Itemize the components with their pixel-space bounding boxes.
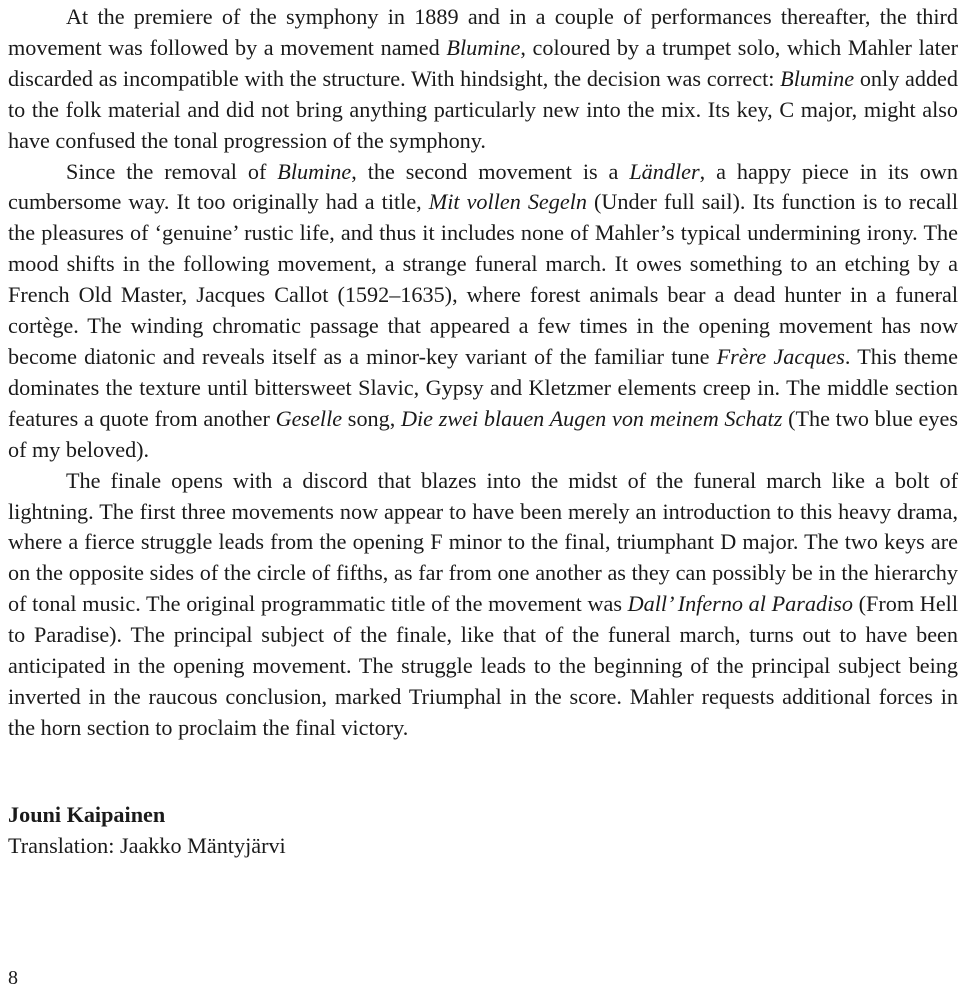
author-name: Jouni Kaipainen [8,802,166,827]
paragraph-text: , coloured by a trumpet solo, which Mahler later discarded as incompatible with the structure. With hindsight, the decision was correct: [8,34,958,91]
translator-credit: Translation: Jaakko Mäntyjärvi [8,832,286,858]
paragraph-text: The finale opens with a discord that blazes into the midst of the funeral march like a bolt of lightning. The first three movements now appear to have been merely an introduction to this heavy drama, where a fierce struggle leads from the opening F minor to the final, triumphant D major. The two keys are on the opposite sides of the circle of fifths, as far from one another as they can possibly be in the hierarchy of tonal music. The original programmatic title of the movement was [8,467,958,617]
italic-title-text: Mit vollen Segeln [428,189,587,215]
paragraph-blumine [8,2,958,157]
italic-title-text: Dall’ Inferno al Paradiso [627,591,853,617]
paragraph-text: only added to the folk material and did not bring anything particularly new into the mix. Its key, C major, might also have confused the tonal progression of the symphony. [8,65,958,153]
paragraph-text: (Under full sail). Its function is to recall the pleasures of ‘genuine’ rustic life, and thus it includes none of Mahler’s typical undermining irony. The mood shifts in the following movement, a strange funeral march. It owes something to an etching by a French Old Master, Jacques Callot (1592–1635), where forest animals bear a dead hunter in a funeral cortège. The winding chromatic passage that appeared a few times in the opening movement has now become diatonic and reveals itself as a minor-key variant of the familiar tune [8,189,959,369]
italic-title-text: Geselle [275,405,343,431]
paragraph-text: , the second movement is a [351,158,630,184]
italic-title-text: Blumine [780,65,855,91]
italic-title-text: Ländler [629,158,700,184]
paragraph-text: (From Hell to Paradise). The principal subject of the finale, like that of the funeral march, turns out to have been anticipated in the opening movement. The struggle leads to the beginning of the principal subject being inverted in the raucous conclusion, marked Triumphal in the score. Mahler requests additional forces in the horn section to proclaim the final victory. [8,591,959,740]
paragraph-text: Since the removal of [66,158,278,184]
paragraph-text: (The two blue eyes of my beloved). [8,405,958,462]
italic-title-text: Blumine [446,34,521,60]
paragraph-text: At the premiere of the symphony in 1889 and in a couple of performances thereafter, the third movement was followed by a movement named [8,4,958,60]
paragraph-second-and-third-movements [8,157,958,466]
italic-title-text: Frère Jacques [716,343,845,369]
signature-block [8,800,286,862]
paragraph-text: , a happy piece in its own cumbersome way. It too originally had a title, [8,158,958,215]
italic-title-text: Blumine [277,158,352,184]
paragraph-text: . This theme dominates the texture until bittersweet Slavic, Gypsy and Kletzmer elements creep in. The middle section features a quote from another [8,343,958,431]
paragraph-finale [8,466,958,744]
italic-title-text: Die zwei blauen Augen von meinem Schatz [400,405,783,431]
page-number: 8 [8,967,18,989]
paragraph-text: song, [342,405,401,431]
article-body [8,2,958,744]
